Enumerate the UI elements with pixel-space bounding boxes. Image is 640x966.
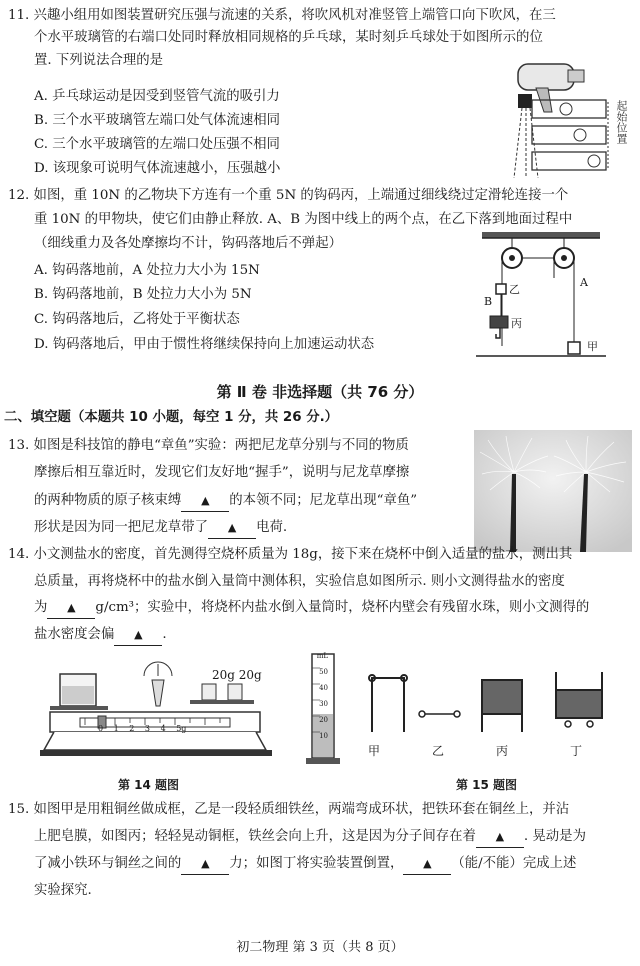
fill-in-section-title: 二、填空题（本题共 10 小题，每空 1 分，共 26 分.） [4,410,339,425]
q11-option-c: C. 三个水平玻璃管的左端口处压强不相同 [34,137,280,152]
q15-line3-part-b: 力；如图丁将实验装置倒置， [229,856,404,871]
q14-line4-part-a: 盐水密度会偏 [34,627,115,642]
q11-figure-blower-tubes [500,58,632,180]
q12-stem-line1: 12. 如图，重 10N 的乙物块下方连有一个重 5N 的钩码丙，上端通过细线绕过定滑轮连接一个 [8,188,569,203]
q14-cylinder-scale [316,648,328,744]
q15-blank-2[interactable]: ▲ [181,854,229,875]
q12-option-c: C. 钩码落地后，乙将处于平衡状态 [34,312,240,327]
q13-stem-line1: 13. 如图是科技馆的静电“章鱼”实验：两把尼龙草分别与不同的物质 [8,438,409,453]
q13-line3-part-a: 的两种物质的原子核束缚 [34,493,182,508]
q15-label-bing: 丙 [496,744,509,758]
q13-line3-part-b: 的本领不同；尼龙草出现“章鱼” [229,493,418,508]
q12-figure-label-yi: 乙 [509,283,520,296]
q12-option-a: A. 钩码落地前，A 处拉力大小为 15N [34,263,260,278]
q14-blank-1[interactable]: ▲ [47,598,95,619]
section-2-title: 第 Ⅱ 卷 非选择题（共 76 分） [216,383,424,401]
q14-cylinder-tick: 30 [319,700,328,708]
q12-stem-line3: （细线重力及各处摩擦均不计，钩码落地后不弹起） [34,236,342,251]
q13-stem-line3 [34,491,417,512]
q15-line2-part-b: . 晃动是为 [523,829,586,844]
q14-figure-caption: 第 14 题图 [118,778,180,792]
q13-photo-nylon-octopus [474,430,632,552]
q15-stem-line4: 实验探究. [34,883,92,898]
q13-stem-line2: 摩擦后相互靠近时，发现它们友好地“握手”，说明与尼龙草摩擦 [34,465,410,480]
q14-stem-line1: 14. 小文测盐水的密度，首先测得空烧杯质量为 18g，接下来在烧杯中倒入适量的盐水，测出其 [8,547,573,562]
q15-blank-1[interactable]: ▲ [476,827,524,848]
q14-stem-line4 [34,625,167,646]
q14-line3-part-a: 为 [34,600,48,615]
q14-weights-label: 20g 20g [212,668,262,682]
q12-figure-label-bing: 丙 [511,317,522,330]
q11-stem-line3: 置. 下列说法合理的是 [34,53,164,68]
q14-cylinder-tick: 50 [319,668,328,676]
q14-scale-ticks: 0 1 2 3 4 5g [98,724,187,733]
q14-stem-line2: 总质量，再将烧杯中的盐水倒入量筒中测体积，实验信息如图所示. 则小文测得盐水的密度 [34,574,565,589]
q15-line3-part-a: 了减小铁环与铜丝之间的 [34,856,182,871]
q14-cylinder-tick: 40 [319,684,328,692]
q15-figure-frames [360,664,620,736]
q15-stem-line2 [34,827,586,848]
q14-stem-line3 [34,598,589,619]
q14-line4-part-b: . [162,627,167,642]
q13-stem-line4 [34,518,287,539]
q15-stem-line3 [34,854,576,875]
q13-line4-part-b: 电荷. [256,520,288,535]
q15-stem-line1: 15. 如图甲是用粗铜丝做成框，乙是一段轻质细铁丝，两端弯成环状，把铁环套在铜丝上，并沾 [8,802,570,817]
q15-label-yi: 乙 [432,744,445,758]
q11-option-d: D. 该现象可说明气体流速越小，压强越小 [34,161,281,176]
q15-line2-part-a: 上肥皂膜，如图丙；轻轻晃动铜框，铁丝会向上升，这是因为分子间存在着 [34,829,476,844]
q15-label-ding: 丁 [570,744,583,758]
q14-blank-2[interactable]: ▲ [114,625,162,646]
q14-cylinder-tick: 20 [319,716,328,724]
q12-figure-label-jia: 甲 [587,340,598,353]
q14-cylinder-tick: 10 [319,732,328,740]
q11-option-b: B. 三个水平玻璃管左端口处气体流速相同 [34,113,280,128]
q13-blank-2[interactable]: ▲ [208,518,256,539]
q15-blank-3[interactable]: ▲ [403,854,451,875]
q13-blank-1[interactable]: ▲ [181,491,229,512]
q11-stem-line1: 11. 兴趣小组用如图装置研究压强与流速的关系，将吹风机对准竖管上端管口向下吹风，在三 [8,8,556,23]
q15-line3-part-c: （能/不能）完成上述 [451,856,577,871]
q12-option-d: D. 钩码落地后，甲由于惯性将继续保持向上加速运动状态 [34,337,375,352]
q11-stem-line2: 个水平玻璃管的右端口处同时释放相同规格的乒乓球，某时刻乒乓球处于如图所示的位 [34,30,543,45]
q15-label-jia: 甲 [368,744,381,758]
q15-figure-caption: 第 15 题图 [456,778,518,792]
q11-figure-label-start-position: 起始位置 [615,100,628,144]
q14-cylinder-unit: mL [316,652,328,660]
q11-option-a: A. 乒乓球运动是因受到竖管气流的吸引力 [34,89,280,104]
q14-line3-part-b: g/cm³；实验中，将烧杯内盐水倒入量筒时，烧杯内壁会有残留水珠，则小文测得的 [95,600,590,615]
q12-option-b: B. 钩码落地前，B 处拉力大小为 5N [34,287,252,302]
q13-line4-part-a: 形状是因为同一把尼龙草带了 [34,520,209,535]
page-footer: 初二物理 第 3 页（共 8 页） [236,940,404,955]
q12-stem-line2: 重 10N 的甲物块，使它们由静止释放. A、B 为图中线上的两个点，在乙下落到地面过程中 [34,212,573,227]
q12-figure-label-b: B [484,295,493,308]
q12-figure-label-a: A [580,276,588,289]
